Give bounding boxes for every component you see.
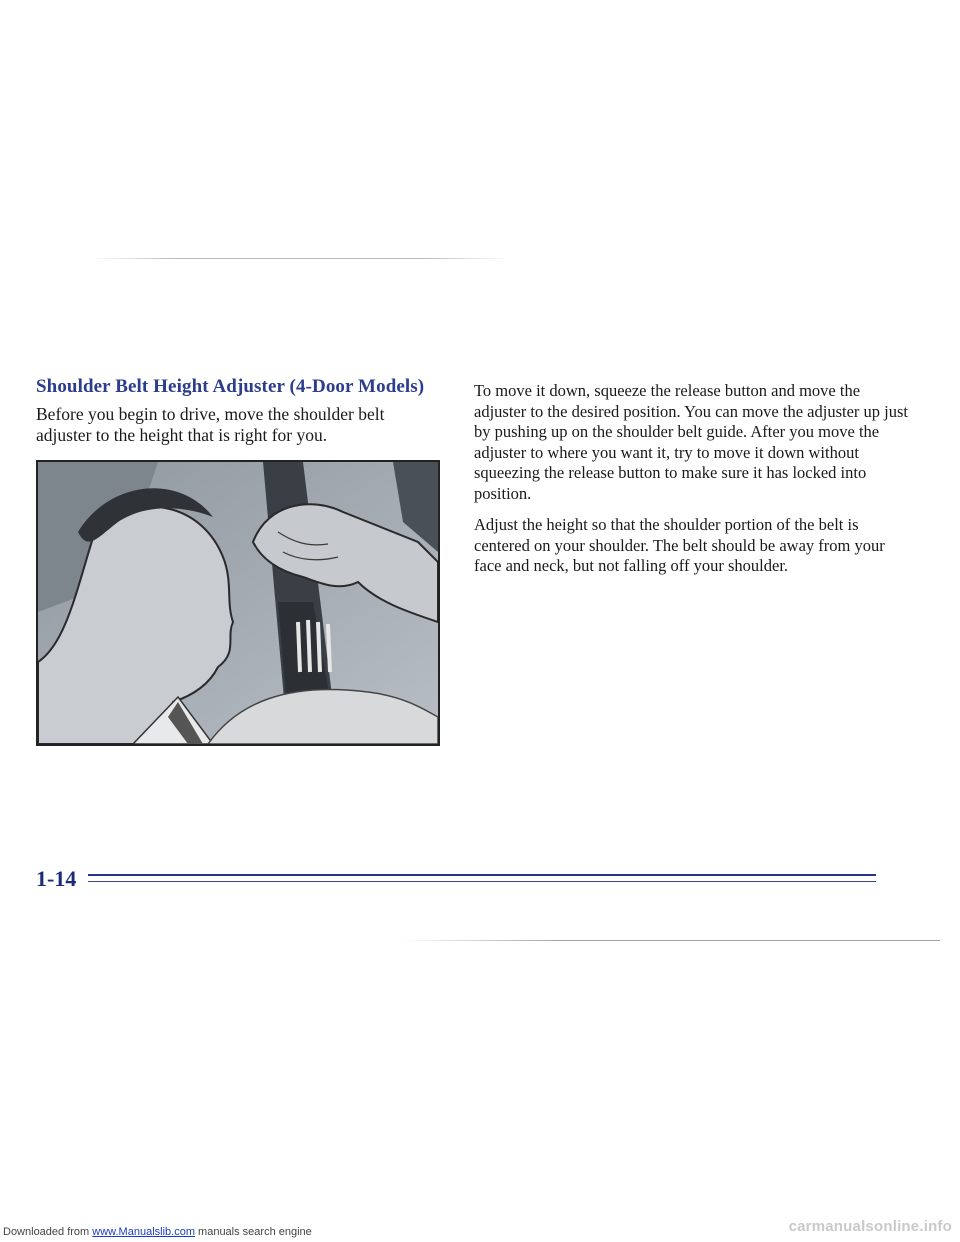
right-column: [474, 381, 914, 588]
top-divider: [90, 258, 510, 259]
intro-paragraph: Before you begin to drive, move the shoulder belt adjuster to the height that is right for you.: [36, 404, 385, 445]
illustration-drawing: [38, 462, 438, 744]
shoulder-belt-illustration: [36, 460, 440, 746]
banner-suffix: manuals search engine: [194, 1226, 312, 1238]
paragraph-adjust-height: Adjust the height so that the shoulder portion of the belt is centered on your shoulder. The belt should be away from your face and neck, but not falling off your shoulder.: [474, 515, 885, 575]
manualslib-link[interactable]: www.Manualslib.com: [92, 1226, 195, 1238]
page-number: 1-14: [36, 866, 77, 891]
bottom-divider: [400, 940, 940, 941]
watermark-text: carmanualsonline.info: [788, 1218, 952, 1235]
paragraph-move-down: To move it down, squeeze the release button and move the adjuster to the desired position. You can move the adjuster up just by pushing up on the shoulder belt guide. After you move the adjuster to where you want it, try to move it down without squeezing the release button to make sure it has locked into position.: [474, 381, 908, 503]
download-banner: [3, 1226, 312, 1238]
banner-prefix: Downloaded from: [3, 1226, 93, 1238]
section-heading: Shoulder Belt Height Adjuster (4-Door Models): [36, 376, 425, 397]
footer-rule-thick: [88, 874, 876, 876]
footer-rule-thin: [88, 881, 876, 882]
footer-rule: [88, 874, 876, 887]
